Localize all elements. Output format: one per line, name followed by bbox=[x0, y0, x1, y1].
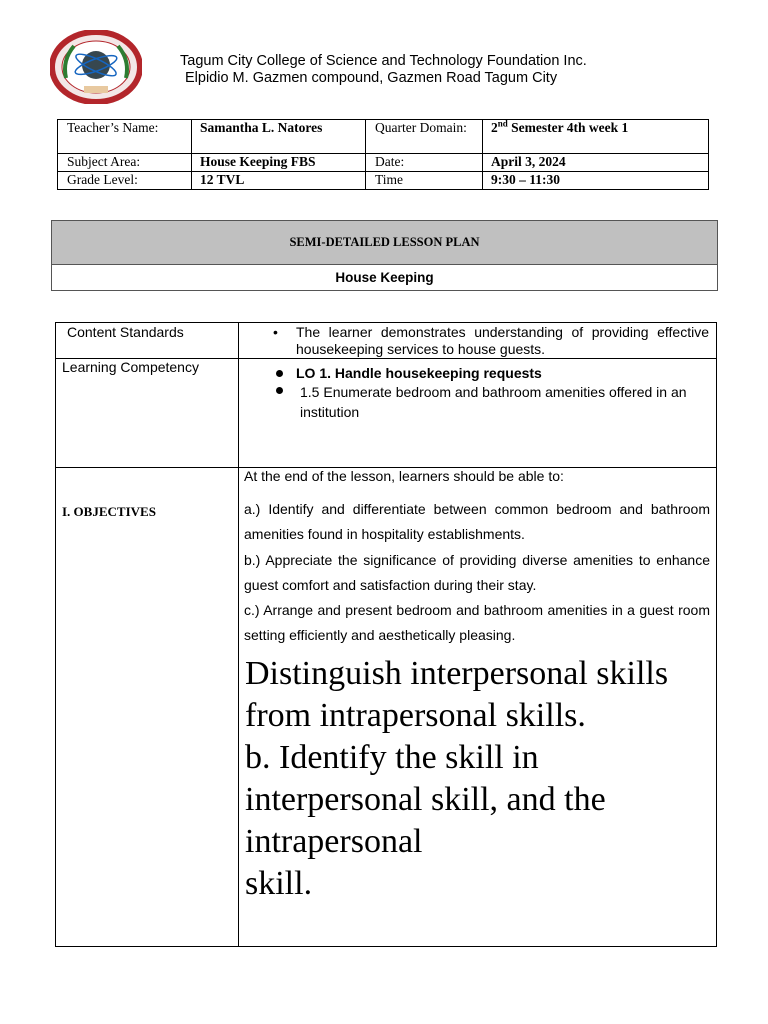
lesson-plan-title: SEMI-DETAILED LESSON PLAN bbox=[52, 221, 717, 265]
objectives-intro: At the end of the lesson, learners should be able to: bbox=[244, 468, 564, 484]
objectives-label: I. OBJECTIVES bbox=[62, 504, 156, 519]
lesson-plan-subtitle: House Keeping bbox=[335, 269, 434, 285]
bullet-icon bbox=[276, 370, 283, 377]
time-label: Time bbox=[366, 172, 483, 190]
additional-objective-line: b. Identify the skill in interpersonal skill, and the intrapersonal bbox=[245, 739, 606, 860]
subject-label: Subject Area: bbox=[58, 154, 192, 172]
date-label: Date: bbox=[366, 154, 483, 172]
grade-value: 12 TVL bbox=[192, 172, 366, 190]
content-standards-text: The learner demonstrates understanding of providing effective housekeeping services to house guests. bbox=[296, 324, 709, 357]
competency-item: LO 1. Handle housekeeping requests bbox=[296, 365, 542, 381]
learning-competency-label: Learning Competency bbox=[62, 359, 199, 375]
competency-item: 1.5 Enumerate bedroom and bathroom amenities offered in an institution bbox=[300, 384, 687, 420]
bullet-icon bbox=[276, 387, 283, 394]
college-seal-logo bbox=[50, 30, 142, 104]
column-divider bbox=[238, 323, 239, 946]
objective-item: b.) Appreciate the significance of providing diverse amenities to enhance guest comfort and satisfaction during their stay. bbox=[244, 552, 710, 593]
lesson-plan-grid bbox=[55, 322, 717, 947]
time-value: 9:30 – 11:30 bbox=[483, 172, 709, 190]
lesson-plan-title-box bbox=[51, 220, 718, 291]
bullet-icon: • bbox=[273, 324, 278, 340]
additional-objectives bbox=[245, 653, 711, 905]
objective-item: c.) Arrange and present bedroom and bathroom amenities in a guest room setting efficiently and aesthetically pleasing. bbox=[244, 602, 710, 643]
institution-name: Tagum City College of Science and Technology Foundation Inc. bbox=[180, 53, 587, 69]
objective-item: a.) Identify and differentiate between common bedroom and bathroom amenities found in hospitality establishments. bbox=[244, 501, 710, 542]
institution-address: Elpidio M. Gazmen compound, Gazmen Road Tagum City bbox=[185, 70, 558, 86]
grade-label: Grade Level: bbox=[58, 172, 192, 190]
teacher-label: Teacher’s Name: bbox=[58, 120, 192, 154]
quarter-label: Quarter Domain: bbox=[366, 120, 483, 154]
lesson-info-table bbox=[57, 119, 709, 190]
quarter-value bbox=[483, 120, 709, 154]
quarter-ordinal: nd bbox=[497, 118, 508, 129]
quarter-rest: Semester 4th week 1 bbox=[507, 120, 629, 135]
additional-objective-line: skill. bbox=[245, 865, 313, 902]
additional-objective-line: Distinguish interpersonal skills from intrapersonal skills. bbox=[245, 655, 669, 734]
content-standards-label: Content Standards bbox=[67, 324, 184, 340]
date-value: April 3, 2024 bbox=[483, 154, 709, 172]
subject-value: House Keeping FBS bbox=[192, 154, 366, 172]
teacher-value: Samantha L. Natores bbox=[192, 120, 366, 154]
quarter-number: 2 bbox=[491, 120, 498, 135]
